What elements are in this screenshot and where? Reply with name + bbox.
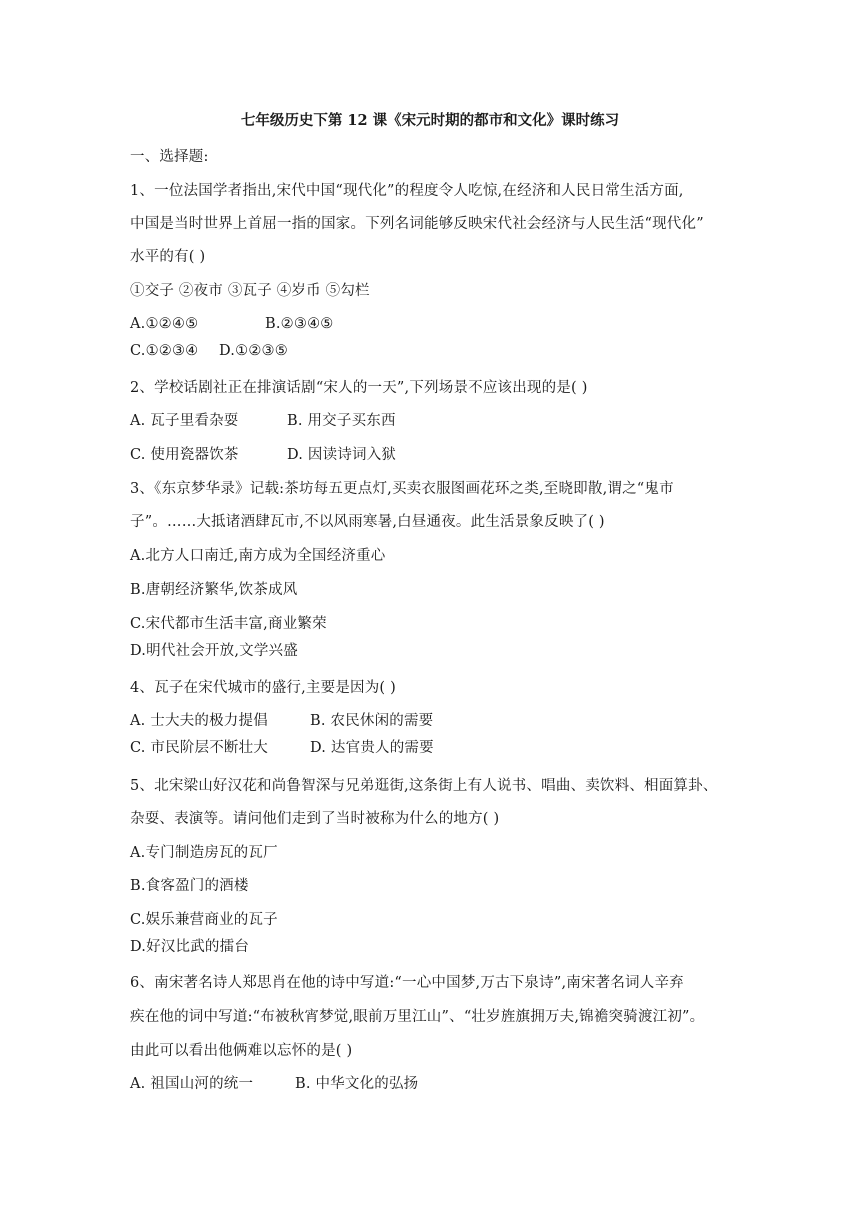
q6-stem-line-1: 6、南宋著名诗人郑思肖在他的诗中写道:“一心中国梦,万古下泉诗”,南宋著名词人辛弃 [130, 975, 684, 991]
q1-stem-line-2: 中国是当时世界上首屈一指的国家。下列名词能够反映宋代社会经济与人民生活“现代化” [130, 216, 704, 232]
q2-options-row-2 [130, 445, 396, 465]
q5-option-c: C.娱乐兼营商业的瓦子 [130, 912, 278, 928]
q5-option-a: A.专门制造房瓦的瓦厂 [130, 845, 278, 861]
q1-options-row-1 [130, 314, 333, 334]
q3-option-a: A.北方人口南迁,南方成为全国经济重心 [130, 548, 386, 564]
q4-stem: 4、瓦子在宋代城市的盛行,主要是因为( ) [130, 680, 396, 696]
q2-option-d: D. 因读诗词入狱 [287, 447, 397, 463]
q3-stem-line-1: 3、《东京梦华录》记载:茶坊每五更点灯,买卖衣服图画花环之类,至晓即散,谓之“鬼市 [130, 481, 674, 497]
q2-option-a: A. 瓦子里看杂耍 [130, 413, 239, 429]
q1-items: ①交子 ②夜市 ③瓦子 ④岁币 ⑤勾栏 [130, 283, 370, 299]
q3-option-b: B.唐朝经济繁华,饮茶成风 [130, 582, 298, 598]
q5-option-b: B.食客盈门的酒楼 [130, 878, 249, 894]
q6-option-b: B. 中华文化的弘扬 [295, 1076, 419, 1092]
q3-stem-line-2: 子”。……大抵诸酒肆瓦市,不以风雨寒暑,白昼通夜。此生活景象反映了( ) [130, 514, 605, 530]
q1-options-row-2 [130, 341, 288, 361]
q4-option-b: B. 农民休闲的需要 [310, 713, 434, 729]
q4-options-row-1 [130, 711, 433, 731]
q2-options-row-1 [130, 411, 396, 431]
q3-option-c: C.宋代都市生活丰富,商业繁荣 [130, 616, 327, 632]
q6-options-row-1 [130, 1074, 418, 1094]
q4-option-d: D. 达官贵人的需要 [310, 740, 434, 756]
q1-option-a: A.①②④⑤ [130, 316, 199, 332]
q4-option-a: A. 士大夫的极力提倡 [130, 713, 268, 729]
q2-option-b: B. 用交子买东西 [287, 413, 396, 429]
q5-option-d: D.好汉比武的擂台 [130, 939, 250, 955]
q6-stem-line-2: 疾在他的词中写道:“布被秋宵梦觉,眼前万里江山”、“壮岁旌旗拥万夫,锦襜突骑渡江初”。 [130, 1009, 705, 1025]
q3-option-d: D.明代社会开放,文学兴盛 [130, 643, 298, 659]
q5-stem-line-2: 杂耍、表演等。请问他们走到了当时被称为什么的地方( ) [130, 811, 500, 827]
q1-option-c: C.①②③④ [130, 343, 199, 359]
section-heading: 一、选择题: [130, 149, 209, 165]
q1-stem-line-3: 水平的有( ) [130, 249, 206, 265]
q6-stem-line-3: 由此可以看出他俩难以忘怀的是( ) [130, 1043, 353, 1059]
page-title: 七年级历史下第 12 课《宋元时期的都市和文化》课时练习 [240, 112, 620, 129]
q2-stem: 2、学校话剧社正在排演话剧“宋人的一天”,下列场景不应该出现的是( ) [130, 380, 588, 396]
q1-option-d: D.①②③⑤ [219, 343, 288, 359]
q1-stem-line-1: 1、一位法国学者指出,宋代中国“现代化”的程度令人吃惊,在经济和人民日常生活方面, [130, 183, 684, 199]
q2-option-c: C. 使用瓷器饮茶 [130, 447, 239, 463]
q6-option-a: A. 祖国山河的统一 [130, 1076, 254, 1092]
q4-option-c: C. 市民阶层不断壮大 [130, 740, 268, 756]
q5-stem-line-1: 5、北宋梁山好汉花和尚鲁智深与兄弟逛街,这条街上有人说书、唱曲、卖饮料、相面算卦、 [130, 778, 718, 794]
q1-option-b: B.②③④⑤ [265, 316, 334, 332]
q4-options-row-2 [130, 738, 434, 758]
